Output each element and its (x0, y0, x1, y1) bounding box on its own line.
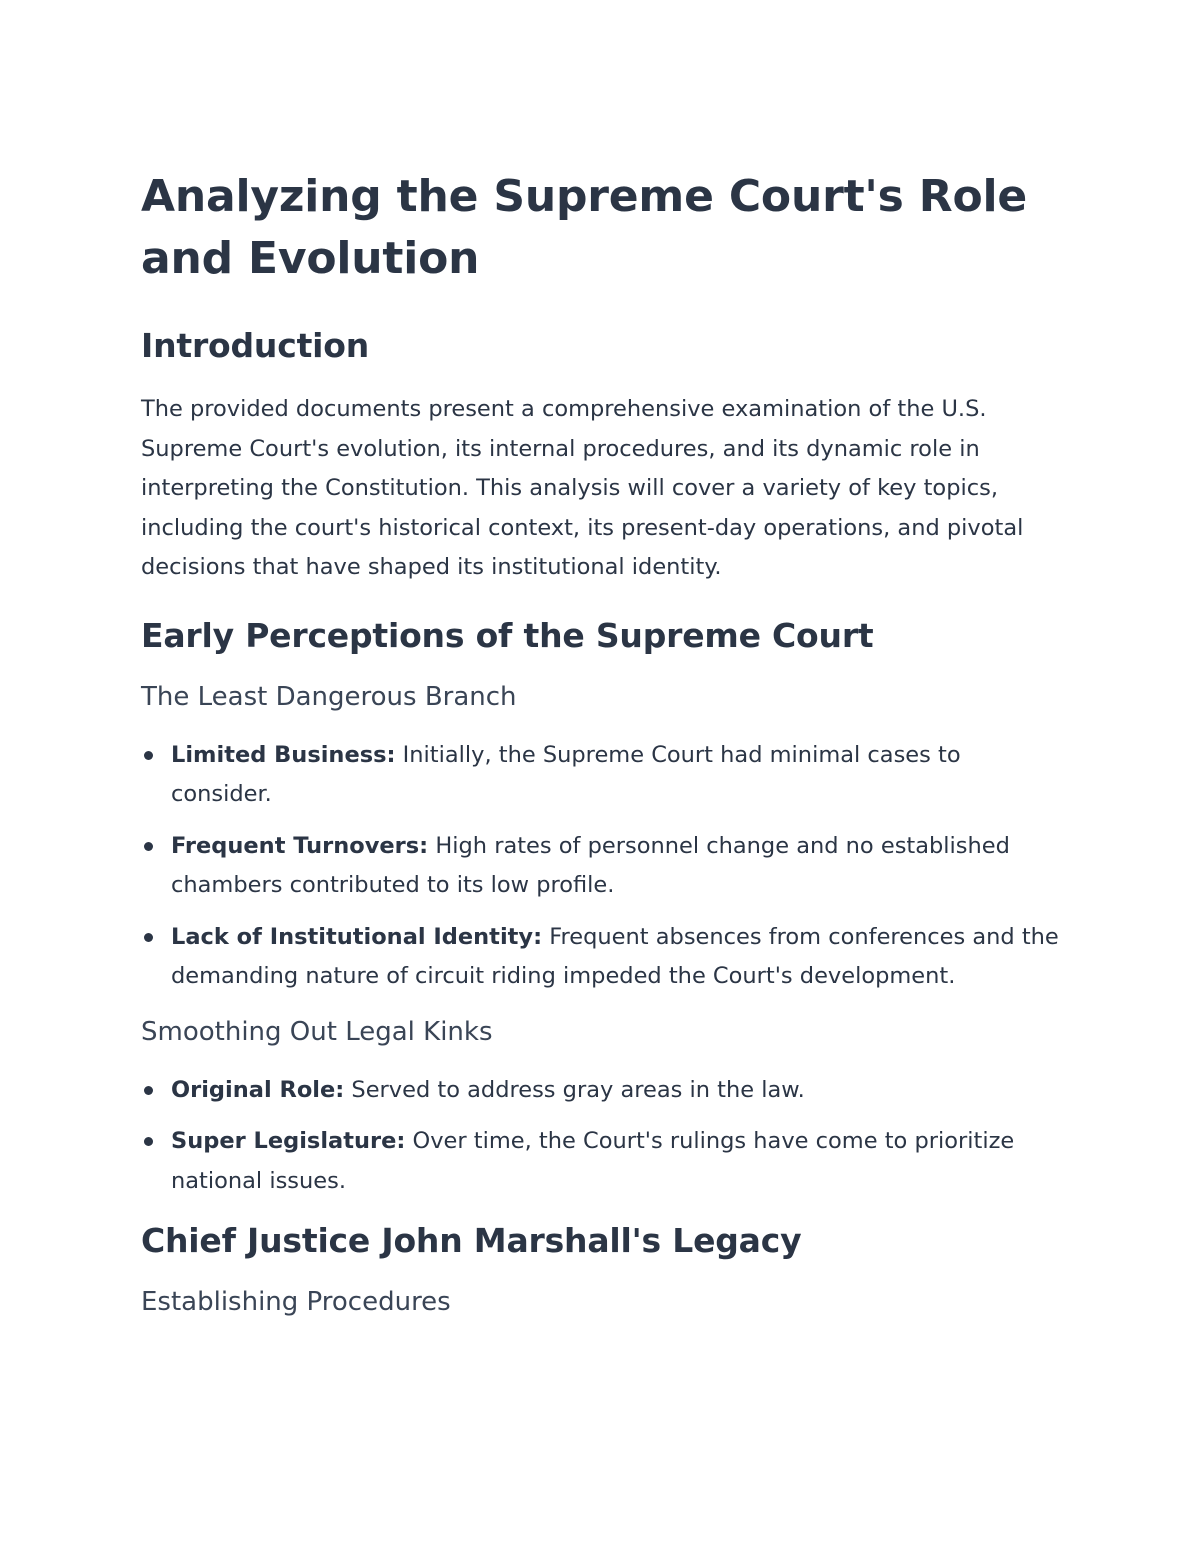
section-heading-early-perceptions: Early Perceptions of the Supreme Court (141, 615, 874, 655)
document-title: Analyzing the Supreme Court's Role and Evolution (141, 171, 1028, 284)
introduction-paragraph: The provided documents present a comprehensive examination of the U.S. Supreme Court's evolution, its internal procedures, and its dynamic role in interpreting the Constitution. This analysis will cover a variety of key topics, including the court's historical context, its present-day operations, and pivotal decisions that have shaped its institutional identity. (141, 396, 1024, 580)
list-item (141, 827, 1066, 906)
list-item-text: Served to address gray areas in the law. (344, 1076, 805, 1103)
list-item-term: Frequent Turnovers: (171, 832, 429, 859)
list-item-text: Frequent absences from conferences and the demanding nature of circuit riding impeded the Court's development. (171, 923, 1059, 989)
list-item (141, 1122, 1066, 1201)
bullet-icon (144, 1086, 153, 1095)
subheading-least-dangerous-branch: The Least Dangerous Branch (141, 681, 517, 712)
list-item (141, 736, 1066, 815)
list-item-term: Limited Business: (171, 741, 396, 768)
list-item-text: Initially, the Supreme Court had minimal cases to consider. (171, 741, 961, 807)
bullet-icon (144, 933, 153, 942)
subheading-smoothing-legal-kinks: Smoothing Out Legal Kinks (141, 1016, 493, 1047)
list-item-term: Super Legislature: (171, 1128, 406, 1154)
section-heading-introduction: Introduction (141, 326, 370, 365)
section-heading-marshall-legacy: Chief Justice John Marshall's Legacy (141, 1221, 802, 1260)
list-item-text: High rates of personnel change and no established chambers contributed to its low profile. (171, 832, 1010, 898)
list-item (141, 1071, 1066, 1111)
bullet-icon (144, 842, 153, 851)
list-item-text: Over time, the Court's rulings have come to prioritize national issues. (171, 1128, 1015, 1194)
list-item-term: Original Role: (171, 1076, 345, 1103)
bullet-icon (144, 751, 153, 760)
list-item (141, 918, 1066, 997)
legal-kinks-list (141, 1071, 1066, 1202)
list-item-term: Lack of Institutional Identity: (171, 923, 543, 950)
document-page (141, 166, 1066, 1341)
subheading-establishing-procedures: Establishing Procedures (141, 1287, 451, 1317)
least-dangerous-list (141, 736, 1066, 997)
bullet-icon (144, 1137, 153, 1146)
